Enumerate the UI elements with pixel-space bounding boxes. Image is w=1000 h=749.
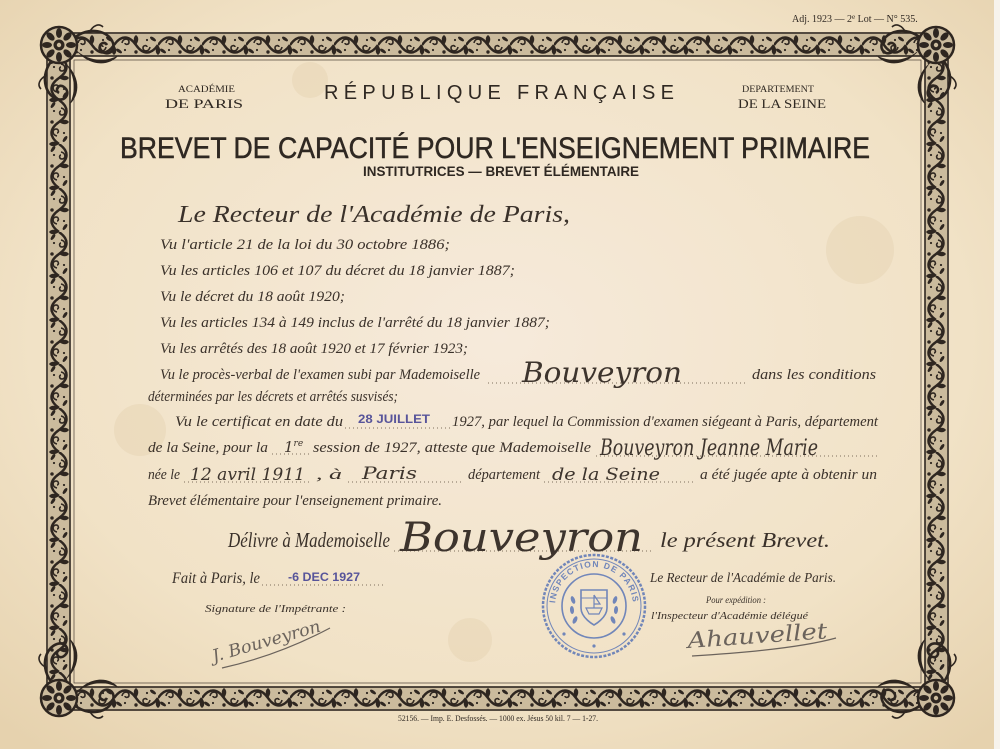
born-label: née le [148,467,181,483]
reference-number [792,13,918,25]
frame-band-bottom [70,687,925,709]
recipient-signature-label: Signature de l'Impétrante : [205,604,346,615]
delivery-recipient-name: Bouveyron [398,515,643,561]
certificate-text-4: a été jugée apte à obtenir un [700,467,877,483]
consideration-line: Vu le décret du 18 août 1920; [160,289,345,305]
reference-ordinal: e [852,13,856,21]
rector-delegate: l'Inspecteur d'Académie délégué [651,610,810,622]
rector-title: Le Recteur de l'Académie de Paris. [649,571,836,586]
certificate-text-2: de la Seine, pour la [148,440,268,456]
rector-signature: Ahauvellet [686,620,807,654]
at-label: , à [316,467,342,483]
exam-continuation: déterminées par les décrets et arrêtés susvisés; [148,389,398,405]
certificate-text-3: session de 1927, atteste que Mademoiselle [313,440,592,456]
session-number-digit: 1 [284,438,294,456]
consideration-line: Vu les articles 134 à 149 inclus de l'arrêté du 18 janvier 1887; [160,315,550,331]
place-date-prefix: Fait à Paris, le [171,570,260,587]
consideration-line: Vu les arrêtés des 18 août 1920 et 17 février 1923; [160,341,468,357]
academy-label: ACADÉMIE [178,84,236,94]
printer-line: 52156. — Imp. E. Desfossés. — 1000 ex. Jésus 50 kil. 7 — 1-27. [398,714,598,723]
certificate-date-stamp: 28 JUILLET [358,412,431,426]
page-title: BREVET DE CAPACITÉ POUR L'ENSEIGNEMENT PRIMAIRE [120,132,870,165]
birth-date: 12 avril 1911 [190,465,305,485]
delivery-prefix: Délivre à Mademoiselle [227,528,390,552]
consideration-line: Vu les articles 106 et 107 du décret du 18 janvier 1887; [160,263,515,279]
issue-date-stamp: -6 DEC 1927 [288,570,361,584]
academy-name: DE PARIS [165,96,243,111]
certificate-text-5: Brevet élémentaire pour l'enseignement primaire. [148,493,442,509]
department-label-inline: département [468,467,541,483]
page-subtitle: INSTITUTRICES — BREVET ÉLÉMENTAIRE [363,164,639,179]
frame-band-right [925,56,947,687]
frame-band-left [48,56,70,687]
reference-suffix: Lot — N° 535. [855,14,918,25]
delivery-suffix: le présent Brevet. [660,528,830,552]
certificate-text-1: 1927, par lequel la Commission d'examen siégeant à Paris, département [452,414,879,430]
consideration-line: Vu l'article 21 de la loi du 30 octobre 1886; [160,237,450,253]
rector-note: Pour expédition : [705,595,767,605]
recipient-signature: J. Bouveyron [209,617,320,667]
exam-candidate-name: Bouveyron [520,356,682,389]
exam-suffix: dans les conditions [752,367,877,383]
birth-department: de la Seine [552,465,660,485]
exam-prefix: Vu le procès-verbal de l'examen subi par Mademoiselle [160,367,481,383]
candidate-full-name: Bouveyron Jeanne Marie [599,436,818,461]
seal-text: INSPECTION DE PARIS [547,558,641,604]
scan-edge [994,0,1000,749]
department-name: DE LA SEINE [738,96,827,111]
reference-prefix: Adj. 1923 — 2 [792,14,852,25]
certificate-prefix: Vu le certificat en date du [175,414,343,430]
republic-heading: RÉPUBLIQUE FRANÇAISE [324,82,674,104]
issuer-heading: Le Recteur de l'Académie de Paris, [176,202,570,228]
birth-place: Paris [360,464,418,484]
session-number-suffix: re [293,439,304,449]
department-label: DEPARTEMENT [742,84,815,94]
frame-band-top [70,34,925,56]
